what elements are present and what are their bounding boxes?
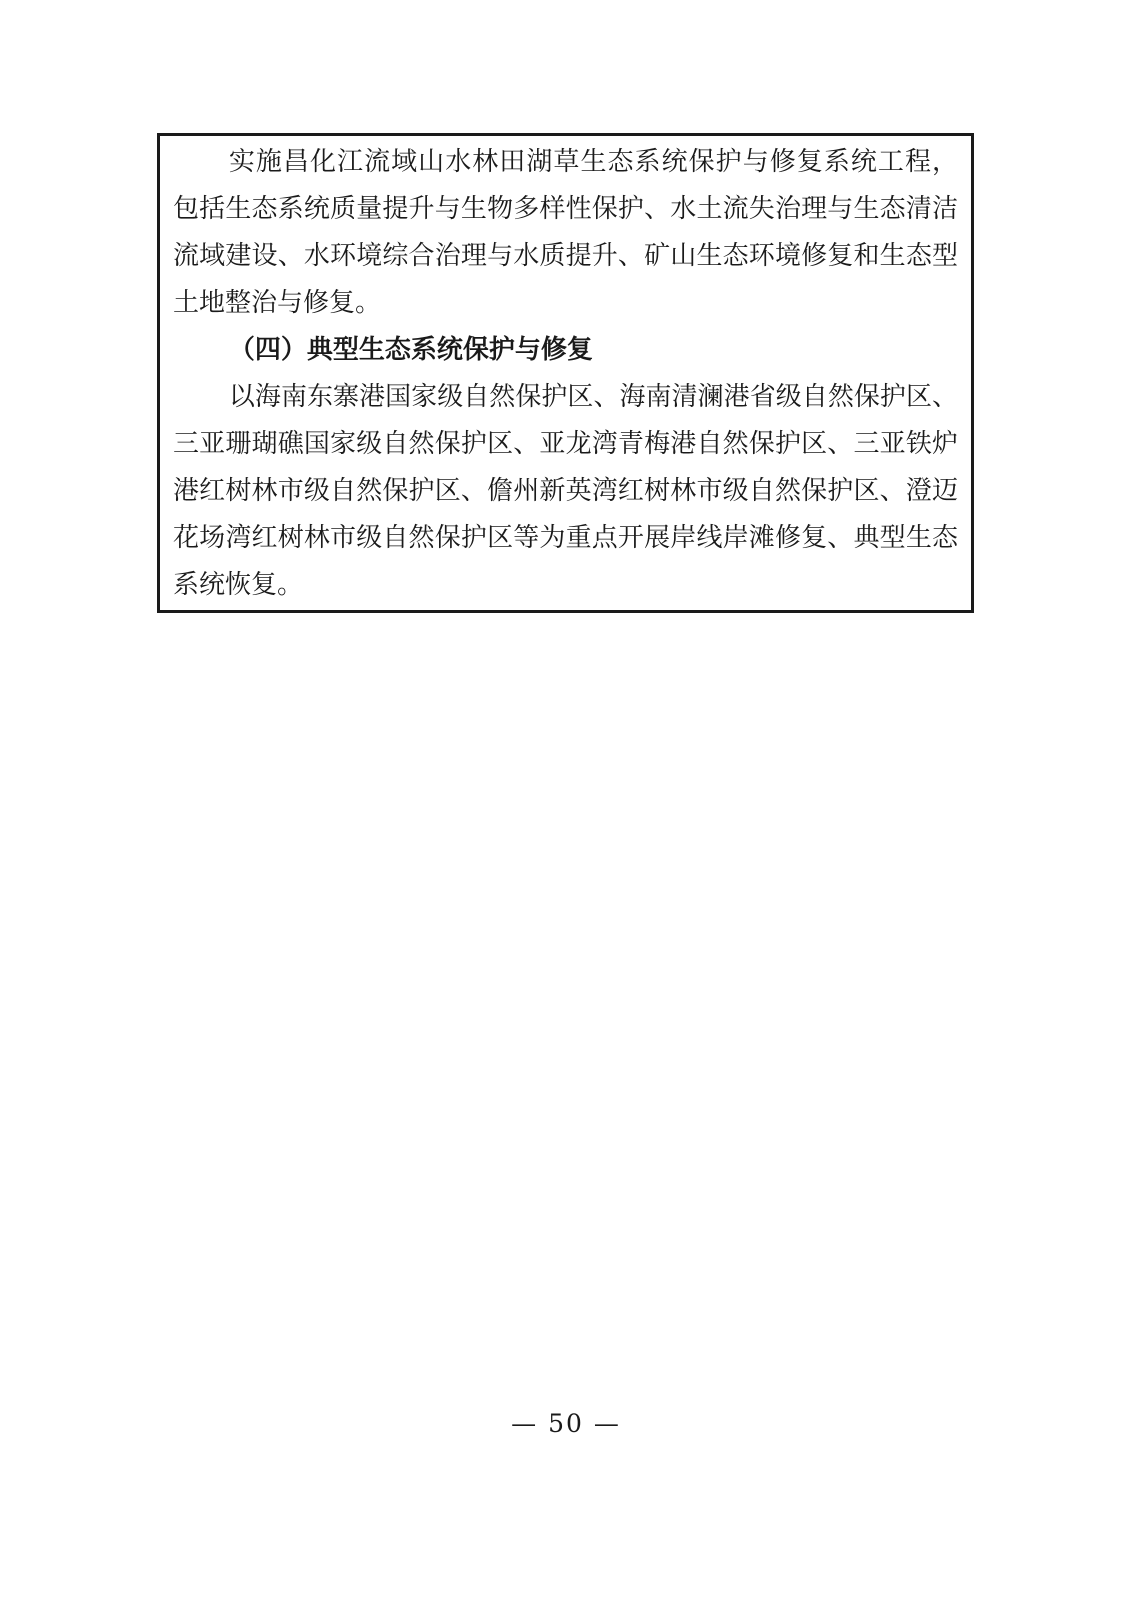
content-box [157,133,974,613]
paragraph-nature-reserves [173,374,958,609]
text-line: 系统恢复。 [173,570,304,600]
text-line: 三亚珊瑚礁国家级自然保护区、亚龙湾青梅港自然保护区、三亚铁炉 [173,429,958,459]
text-line: 实施昌化江流域山水林田湖草生态系统保护与修复系统工程， [228,147,958,177]
page-number: — 50 — [511,1409,621,1438]
text-line: 土地整治与修复。 [173,288,382,318]
text-line: 港红树林市级自然保护区、儋州新英湾红树林市级自然保护区、澄迈 [173,476,958,506]
section-heading: （四）典型生态系统保护与修复 [228,335,593,365]
text-line: 流域建设、水环境综合治理与水质提升、矿山生态环境修复和生态型 [173,241,958,271]
text-line: 以海南东寨港国家级自然保护区、海南清澜港省级自然保护区、 [228,382,958,412]
paragraph-ecosystem-project [173,139,958,327]
text-line: 包括生态系统质量提升与生物多样性保护、水土流失治理与生态清洁 [173,194,958,224]
text-line: 花场湾红树林市级自然保护区等为重点开展岸线岸滩修复、典型生态 [173,523,958,553]
